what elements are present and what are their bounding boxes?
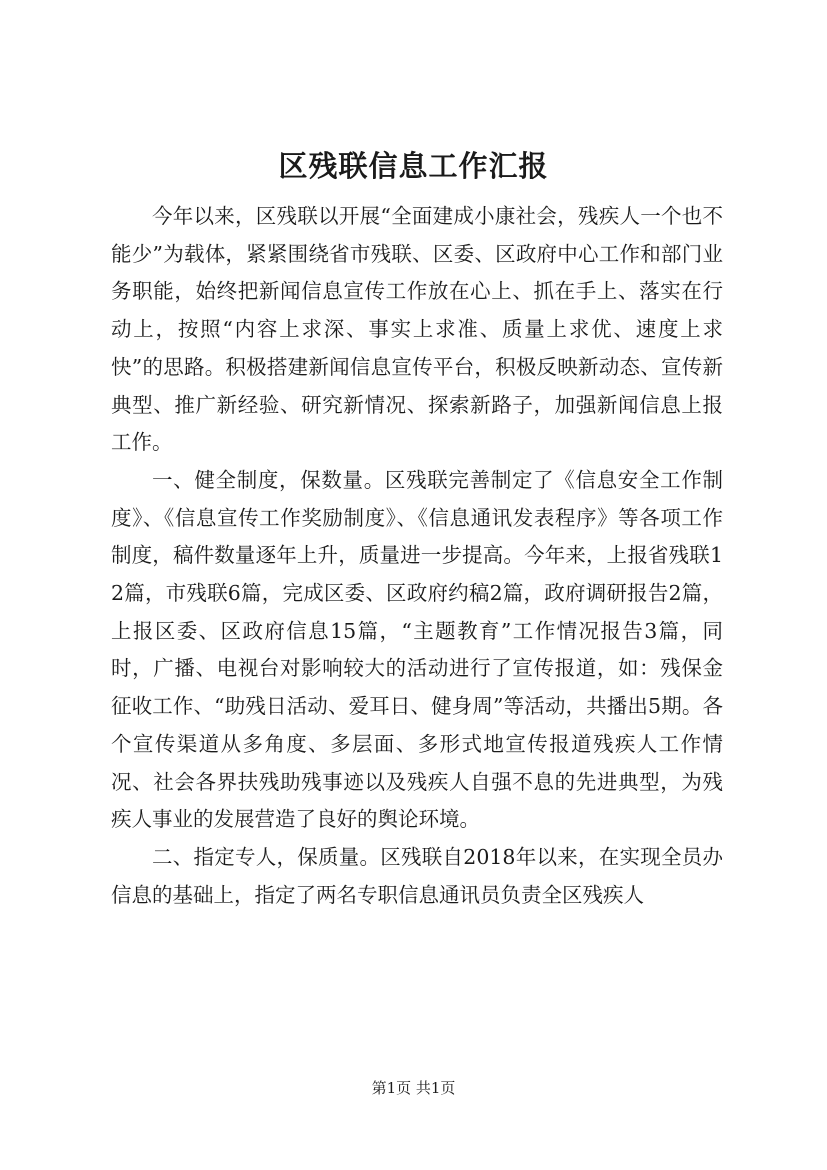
page-footer: 第1页 共1页 (371, 1079, 456, 1097)
document-title: 区残联信息工作汇报 (278, 149, 549, 183)
paragraph-section-1: 一、健全制度，保数量。区残联完善制定了《信息安全工作制度》、《信息宣传工作奖励制度》、《信息通讯发表程序》等各项工作制度，稿件数量逐年上升，质量进一步提高。今年来，上报省残联12篇，市残联6篇，完成区委、区政府约稿2篇，政府调研报告2篇，上报区委、区政府信息15篇，“主题教育”工作情况报告3篇，同时，广播、电视台对影响较大的活动进行了宣传报道，如：残保金征收工作、“助残日活动、爱耳日、健身周”等活动，共播出5期。各个宣传渠道从多角度、多层面、多形式地宣传报道残疾人工作情况、社会各界扶残助残事迹以及残疾人自强不息的先进典型，为残疾人事业的发展营造了良好的舆论环境。 (111, 467, 723, 832)
document-body (111, 198, 723, 914)
paragraph-section-2: 二、指定专人，保质量。区残联自2018年以来，在实现全员办信息的基础上，指定了两名专职信息通讯员负责全区残疾人 (111, 844, 723, 907)
paragraph-intro: 今年以来，区残联以开展“全面建成小康社会，残疾人一个也不能少”为载体，紧紧围绕省市残联、区委、区政府中心工作和部门业务职能，始终把新闻信息宣传工作放在心上、抓在手上、落实在行动上，按照“内容上求深、事实上求准、质量上求优、速度上求快”的思路。积极搭建新闻信息宣传平台，积极反映新动态、宣传新典型、推广新经验、研究新情况、探索新路子，加强新闻信息上报工作。 (111, 204, 723, 455)
